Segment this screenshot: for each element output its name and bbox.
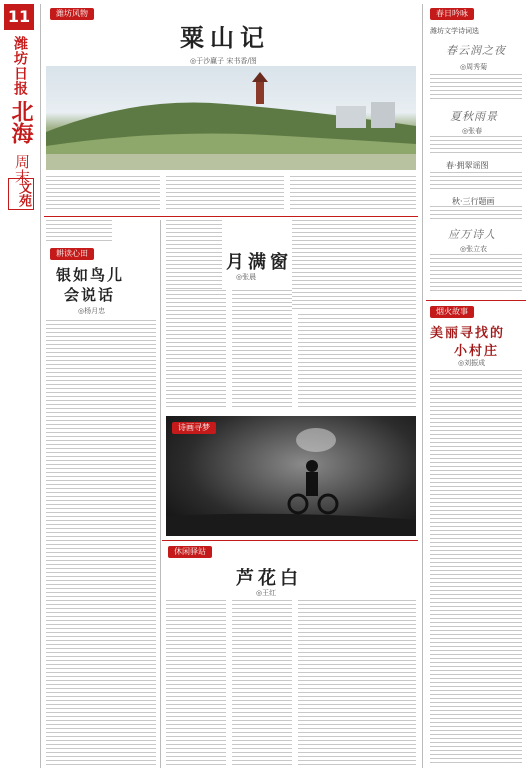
middle-article-body-col1 — [166, 290, 226, 410]
middle-article-intro-left — [166, 220, 222, 290]
middle-article-body-col2 — [232, 290, 292, 410]
top-article-byline: ◎于沙赢子 宋书香/图 — [190, 57, 257, 65]
bottom-article-body-col1 — [166, 600, 226, 765]
sidebar-intro: 潍坊文学诗词选 — [430, 27, 479, 35]
sidebar-poem-2-title: 夏秋雨景 — [450, 110, 498, 123]
feature-photo — [46, 66, 416, 170]
sidebar-poem-5-author: ◎张立农 — [460, 245, 488, 253]
left-article-title-line1: 银如鸟儿 — [56, 266, 125, 284]
sidebar-divider — [422, 4, 423, 768]
section-label: 文苑 — [8, 178, 34, 210]
sidebar-poem-1-title: 春云润之夜 — [446, 44, 506, 57]
middle-article-title: 月满窗 — [226, 252, 292, 273]
masthead — [4, 4, 38, 214]
left-article-tag: 耕读心田 — [50, 248, 94, 260]
sidebar-bottom-title-line2: 小村庄 — [454, 344, 500, 359]
sidebar-poem-2-body — [430, 136, 522, 156]
sidebar-poem-1-body — [430, 74, 522, 100]
paper-name: 潍坊日报 — [12, 36, 28, 96]
left-article-body — [46, 320, 156, 765]
brand-title: 北海 — [8, 100, 34, 144]
masthead-divider — [40, 4, 41, 768]
sidebar-tag: 春日吟咏 — [430, 8, 474, 20]
middle-article-intro-right — [292, 220, 416, 310]
sidebar-poem-5-body — [430, 254, 522, 294]
bottom-article-body-col3 — [298, 600, 416, 765]
top-article-title: 粟山记 — [180, 23, 270, 52]
middle-article-byline: ◎张晨 — [236, 273, 257, 281]
top-article-body-col1 — [46, 176, 160, 210]
left-column-divider — [160, 220, 161, 768]
sidebar-bottom-body — [430, 370, 522, 766]
hill-landscape-illustration — [46, 66, 416, 170]
sidebar-bottom-title-line1: 美丽寻找的 — [430, 326, 506, 341]
bottom-article-tag: 休闲驿站 — [168, 546, 212, 558]
brand-subtitle: 周末 — [13, 154, 31, 184]
left-article-title-line2: 会说话 — [64, 286, 116, 304]
rider-silhouette-illustration — [166, 416, 416, 536]
page-number: 11 — [4, 4, 34, 30]
sidebar-poem-4-body — [430, 206, 522, 222]
sidebar-poem-1-author: ◎周秀菊 — [460, 63, 488, 71]
top-article-body-col2 — [166, 176, 284, 210]
bottom-section-rule — [162, 540, 418, 541]
sidebar-section-rule — [426, 300, 526, 301]
sidebar-poem-4-title: 秋·三行题画 — [452, 197, 495, 206]
top-section-rule — [44, 216, 418, 217]
sidebar-poem-5-title: 应万诗人 — [448, 228, 496, 241]
sidebar-bottom-byline: ◎刘振成 — [458, 359, 486, 367]
night-rider-photo — [166, 416, 416, 536]
bottom-article-body-col2 — [232, 600, 292, 765]
top-article-tag: 潍坊风物 — [50, 8, 94, 20]
top-article-body-col3 — [290, 176, 416, 210]
bottom-article-byline: ◎王红 — [256, 589, 277, 597]
sidebar-poem-3-body — [430, 172, 522, 192]
left-article-lead-text — [46, 220, 112, 244]
sidebar-poem-2-author: ◎张春 — [462, 127, 483, 135]
bottom-article-title: 芦花白 — [236, 568, 302, 589]
middle-article-body-col3 — [298, 314, 416, 410]
sidebar-bottom-tag: 烟火故事 — [430, 306, 474, 318]
sidebar-poem-3-title: 春·拥翠谣图 — [446, 161, 489, 170]
photo-tag: 诗画寻梦 — [172, 422, 216, 434]
left-article-byline: ◎杨月忠 — [78, 307, 106, 315]
